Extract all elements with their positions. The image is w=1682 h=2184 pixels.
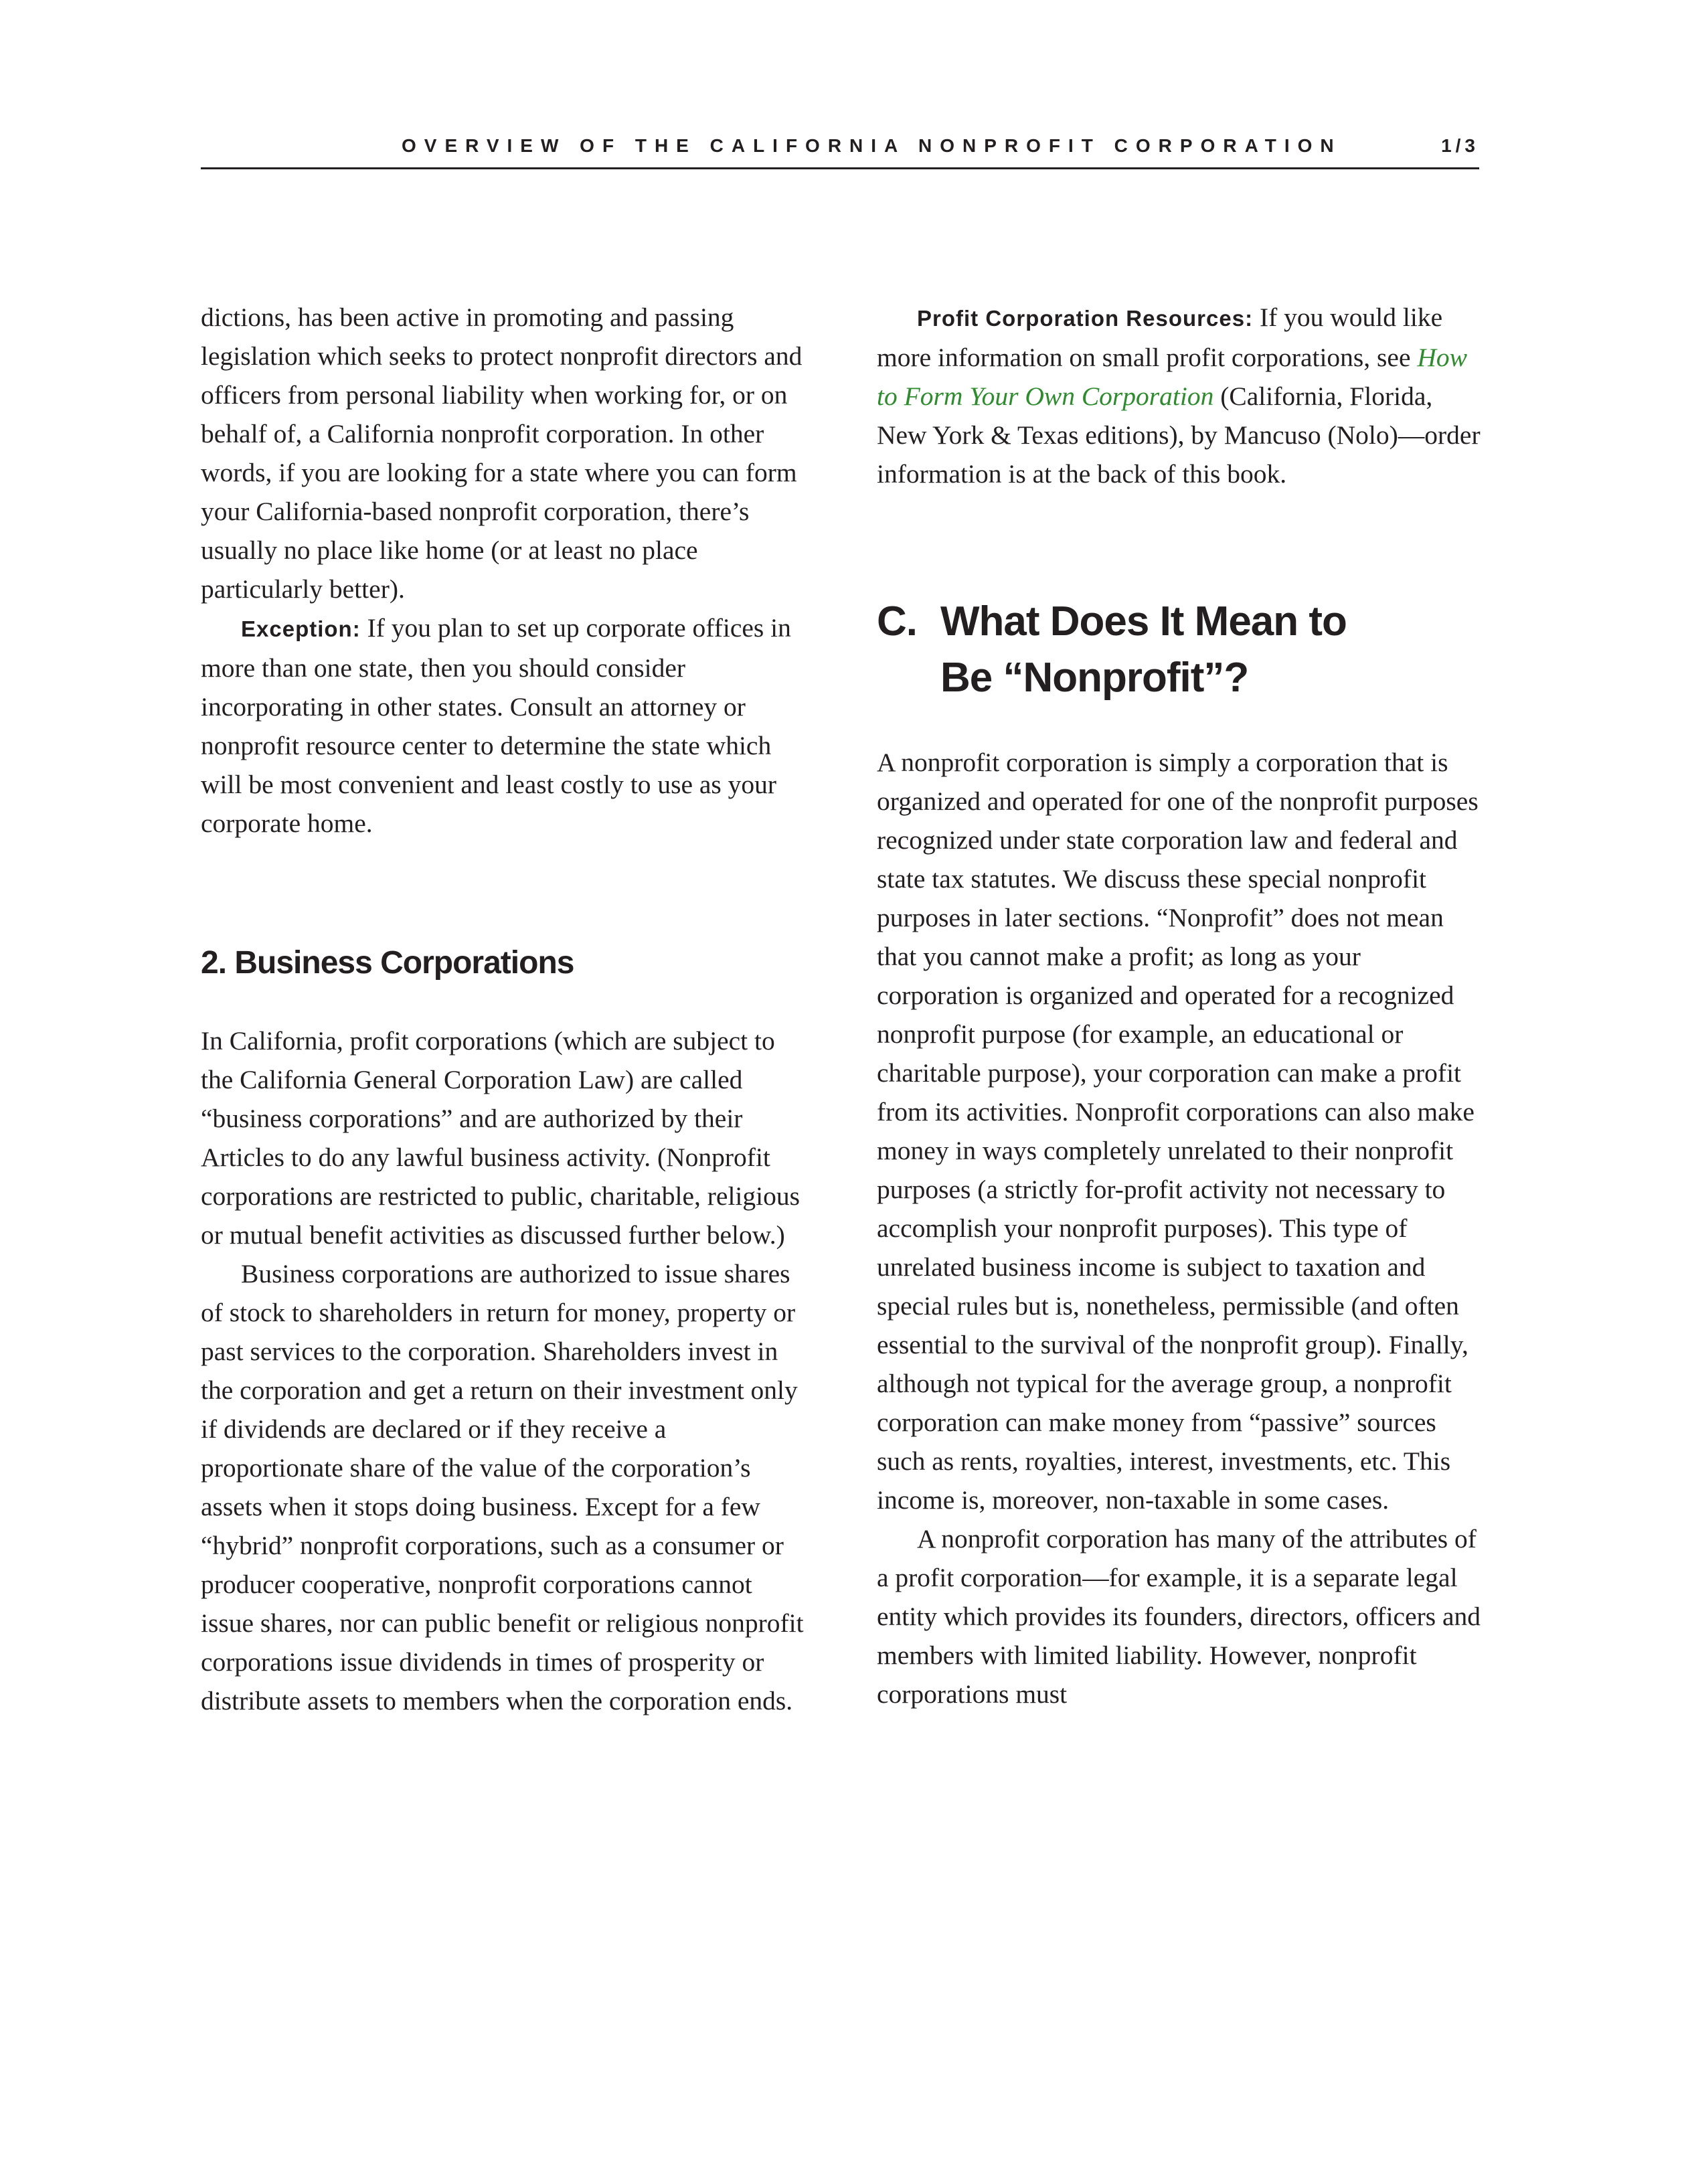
nonprofit-paragraph-2: A nonprofit corporation has many of the attributes of a profit corporation—for example, it is a separate legal entity which provides its founders, directors, officers and members with limited liability. However, nonprofit corporations must	[877, 1524, 1481, 1709]
resources-text-2: (California, Florida, New York & Texas editions), by Mancuso (Nolo)—order information is at the back of this book.	[877, 382, 1481, 489]
business-corporations-paragraph-2: Business corporations are authorized to issue shares of stock to shareholders in return for money, property or past services to the corporation. Shareholders invest in the corporation and get a return on their investment only if dividends are declared or if they receive a proportionate share of the value of the corporation’s assets when it stops doing business. Except for a few “hybrid” nonprofit corporations, such as a consumer or producer cooperative, nonprofit corporations cannot issue shares, nor can public benefit or religious nonprofit corporations issue dividends in times of prosperity or distribute assets to members when the corporation ends.	[201, 1259, 804, 1715]
book-title-link[interactable]: How to Form Your Own Corporation	[877, 343, 1467, 411]
page-number: 1/3	[1441, 135, 1479, 156]
running-head-title: OVERVIEW OF THE CALIFORNIA NONPROFIT CORPORATION	[402, 135, 1342, 156]
section-heading-c	[877, 594, 1483, 706]
section-letter: C.	[877, 598, 917, 645]
business-corporations-paragraph-1: In California, profit corporations (which are subject to the California General Corporation Law) are called “business corporations” and are authorized by their Articles to do any lawful business activity. (Nonprofit corporations are restricted to public, charitable, religious or mutual benefit activities as discussed further below.)	[201, 1026, 800, 1250]
nonprofit-paragraph-1: A nonprofit corporation is simply a corporation that is organized and operated for one of the nonprofit purposes recognized under state corporation law and federal and state tax statutes. We discuss these special nonprofit purposes in later sections. “Nonprofit” does not mean that you cannot make a profit; as long as your corporation is organized and operated for a recognized nonprofit purpose (for example, an educational or charitable purpose), your corporation can make a profit from its activities. Nonprofit corporations can also make money in ways completely unrelated to their nonprofit purposes (a strictly for-profit activity not necessary to accomplish your nonprofit purposes). This type of unrelated business income is subject to taxation and special rules but is, nonetheless, permissible (and often essential to the survival of the nonprofit group). Finally, although not typical for the average group, a nonprofit corporation can make money from “passive” sources such as rents, royalties, interest, investments, etc. This income is, moreover, non-taxable in some cases.	[877, 748, 1479, 1515]
resources-label: Profit Corporation Resources:	[917, 306, 1254, 331]
continued-paragraph: dictions, has been active in promoting and passing legislation which seeks to protect nonprofit directors and officers from personal liability when working for, or on behalf of, a California nonprofit corporation. In other words, if you are looking for a state where you can form your California-based nonprofit corporation, there’s usually no place like home (or at least no place particularly better).	[201, 303, 803, 604]
section-heading-business-corporations: 2. Business Corporations	[201, 945, 574, 981]
running-head	[201, 133, 1479, 169]
exception-note	[201, 608, 807, 843]
section-heading-line-2: Be “Nonprofit”?	[940, 655, 1249, 701]
resources-text-1: If you would like more information on small profit corporations, see	[877, 303, 1443, 372]
left-column	[201, 298, 807, 1720]
exception-label: Exception:	[241, 616, 361, 641]
right-column	[877, 298, 1483, 1713]
section-heading-line-1: What Does It Mean to	[940, 598, 1347, 645]
profit-corporation-resources-note	[877, 298, 1483, 493]
exception-text: If you plan to set up corporate offices in more than one state, then you should consider incorporating in other states. Consult an attorney or nonprofit resource center to determine the state which will be most convenient and least costly to use as your corporate home.	[201, 613, 791, 838]
